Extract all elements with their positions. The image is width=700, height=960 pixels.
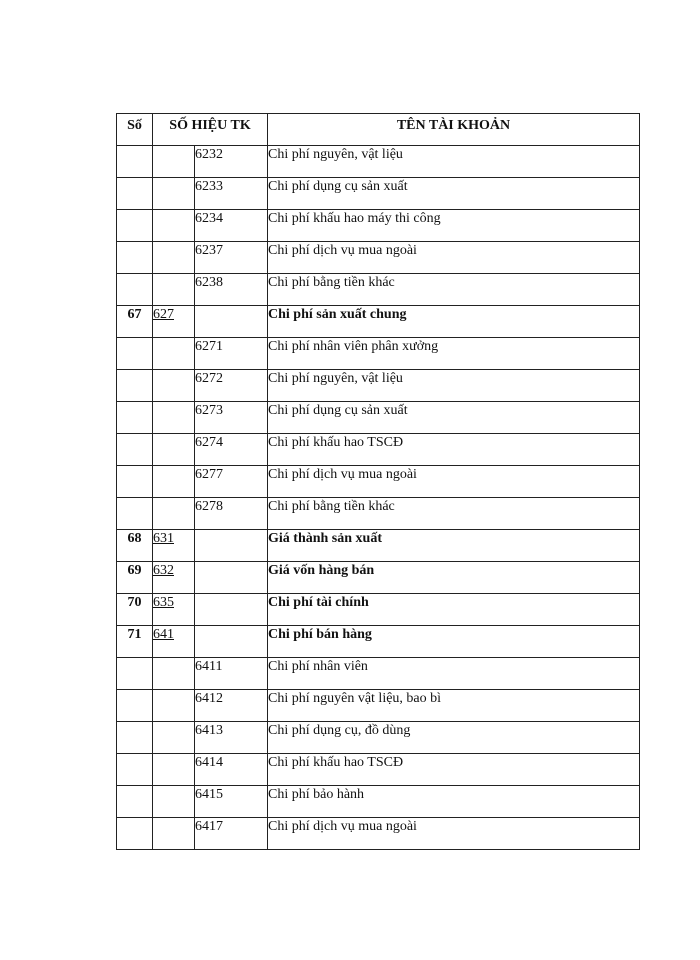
cell-account-name: Chi phí nhân viên <box>268 658 640 690</box>
cell-so <box>117 786 153 818</box>
cell-so: 69 <box>117 562 153 594</box>
cell-account-code <box>153 722 195 754</box>
cell-account-code <box>153 530 195 562</box>
cell-so <box>117 402 153 434</box>
header-ten-tai-khoan: TÊN TÀI KHOẢN <box>268 114 640 146</box>
table-row <box>117 402 640 434</box>
cell-so <box>117 754 153 786</box>
table-row <box>117 530 640 562</box>
cell-sub-account-code: 6232 <box>195 146 268 178</box>
cell-so <box>117 498 153 530</box>
cell-account-code <box>153 466 195 498</box>
table-row <box>117 722 640 754</box>
table-row <box>117 370 640 402</box>
cell-account-code <box>153 242 195 274</box>
cell-account-code <box>153 370 195 402</box>
cell-so <box>117 178 153 210</box>
table-body <box>117 146 640 850</box>
cell-sub-account-code <box>195 626 268 658</box>
account-code: 632 <box>153 563 174 578</box>
cell-account-name: Chi phí dụng cụ sản xuất <box>268 178 640 210</box>
header-so: Số <box>117 114 153 146</box>
table-row <box>117 498 640 530</box>
cell-sub-account-code: 6271 <box>195 338 268 370</box>
cell-sub-account-code: 6274 <box>195 434 268 466</box>
table-row <box>117 274 640 306</box>
cell-sub-account-code <box>195 562 268 594</box>
cell-sub-account-code: 6272 <box>195 370 268 402</box>
cell-so <box>117 818 153 850</box>
cell-sub-account-code: 6415 <box>195 786 268 818</box>
cell-account-name: Chi phí bảo hành <box>268 786 640 818</box>
account-code: 627 <box>153 307 174 322</box>
cell-account-code <box>153 338 195 370</box>
cell-account-name: Chi phí bằng tiền khác <box>268 498 640 530</box>
cell-account-code <box>153 498 195 530</box>
table-row <box>117 562 640 594</box>
cell-sub-account-code: 6233 <box>195 178 268 210</box>
account-code: 631 <box>153 531 174 546</box>
cell-so <box>117 690 153 722</box>
cell-account-code <box>153 274 195 306</box>
cell-sub-account-code: 6238 <box>195 274 268 306</box>
cell-account-code <box>153 594 195 626</box>
table-row <box>117 818 640 850</box>
cell-account-name: Chi phí dịch vụ mua ngoài <box>268 466 640 498</box>
cell-account-code <box>153 754 195 786</box>
cell-account-name: Chi phí khấu hao TSCĐ <box>268 434 640 466</box>
cell-account-code <box>153 818 195 850</box>
cell-account-name: Chi phí dụng cụ sản xuất <box>268 402 640 434</box>
cell-sub-account-code: 6412 <box>195 690 268 722</box>
cell-so <box>117 210 153 242</box>
table-row <box>117 210 640 242</box>
cell-sub-account-code: 6414 <box>195 754 268 786</box>
table-row <box>117 242 640 274</box>
cell-account-code <box>153 562 195 594</box>
cell-so <box>117 242 153 274</box>
cell-account-name: Chi phí nhân viên phân xưởng <box>268 338 640 370</box>
cell-so <box>117 722 153 754</box>
account-code: 641 <box>153 627 174 642</box>
cell-so <box>117 466 153 498</box>
cell-account-name: Chi phí bán hàng <box>268 626 640 658</box>
cell-sub-account-code <box>195 530 268 562</box>
cell-sub-account-code: 6417 <box>195 818 268 850</box>
cell-account-name: Chi phí nguyên, vật liệu <box>268 146 640 178</box>
cell-account-name: Giá vốn hàng bán <box>268 562 640 594</box>
cell-sub-account-code <box>195 594 268 626</box>
table-row <box>117 434 640 466</box>
cell-account-name: Chi phí sản xuất chung <box>268 306 640 338</box>
table-header-row <box>117 114 640 146</box>
cell-account-name: Chi phí khấu hao máy thi công <box>268 210 640 242</box>
cell-account-name: Chi phí nguyên, vật liệu <box>268 370 640 402</box>
cell-so <box>117 658 153 690</box>
cell-account-code <box>153 210 195 242</box>
cell-account-code <box>153 178 195 210</box>
cell-account-name: Giá thành sản xuất <box>268 530 640 562</box>
table-row <box>117 626 640 658</box>
cell-so <box>117 274 153 306</box>
table-row <box>117 466 640 498</box>
cell-account-code <box>153 434 195 466</box>
cell-sub-account-code <box>195 306 268 338</box>
cell-so: 71 <box>117 626 153 658</box>
cell-so: 68 <box>117 530 153 562</box>
cell-account-name: Chi phí nguyên vật liệu, bao bì <box>268 690 640 722</box>
cell-account-name: Chi phí khấu hao TSCĐ <box>268 754 640 786</box>
cell-account-code <box>153 402 195 434</box>
cell-account-name: Chi phí dịch vụ mua ngoài <box>268 242 640 274</box>
cell-sub-account-code: 6277 <box>195 466 268 498</box>
cell-account-name: Chi phí bằng tiền khác <box>268 274 640 306</box>
table-row <box>117 338 640 370</box>
cell-sub-account-code: 6411 <box>195 658 268 690</box>
cell-sub-account-code: 6413 <box>195 722 268 754</box>
cell-so <box>117 434 153 466</box>
cell-account-name: Chi phí dịch vụ mua ngoài <box>268 818 640 850</box>
cell-so <box>117 146 153 178</box>
cell-sub-account-code: 6278 <box>195 498 268 530</box>
table-row <box>117 786 640 818</box>
header-so-hieu-tk: SỐ HIỆU TK <box>153 114 268 146</box>
table-row <box>117 754 640 786</box>
cell-account-name: Chi phí dụng cụ, đồ dùng <box>268 722 640 754</box>
cell-so: 70 <box>117 594 153 626</box>
chart-of-accounts-table <box>116 113 640 850</box>
cell-so: 67 <box>117 306 153 338</box>
table-row <box>117 306 640 338</box>
table-row <box>117 146 640 178</box>
table-row <box>117 594 640 626</box>
table-row <box>117 178 640 210</box>
cell-so <box>117 338 153 370</box>
cell-account-code <box>153 786 195 818</box>
cell-account-name: Chi phí tài chính <box>268 594 640 626</box>
account-code: 635 <box>153 595 174 610</box>
cell-account-code <box>153 626 195 658</box>
cell-account-code <box>153 146 195 178</box>
cell-account-code <box>153 690 195 722</box>
cell-account-code <box>153 658 195 690</box>
cell-account-code <box>153 306 195 338</box>
cell-sub-account-code: 6237 <box>195 242 268 274</box>
cell-sub-account-code: 6273 <box>195 402 268 434</box>
cell-sub-account-code: 6234 <box>195 210 268 242</box>
cell-so <box>117 370 153 402</box>
table-row <box>117 690 640 722</box>
table-row <box>117 658 640 690</box>
